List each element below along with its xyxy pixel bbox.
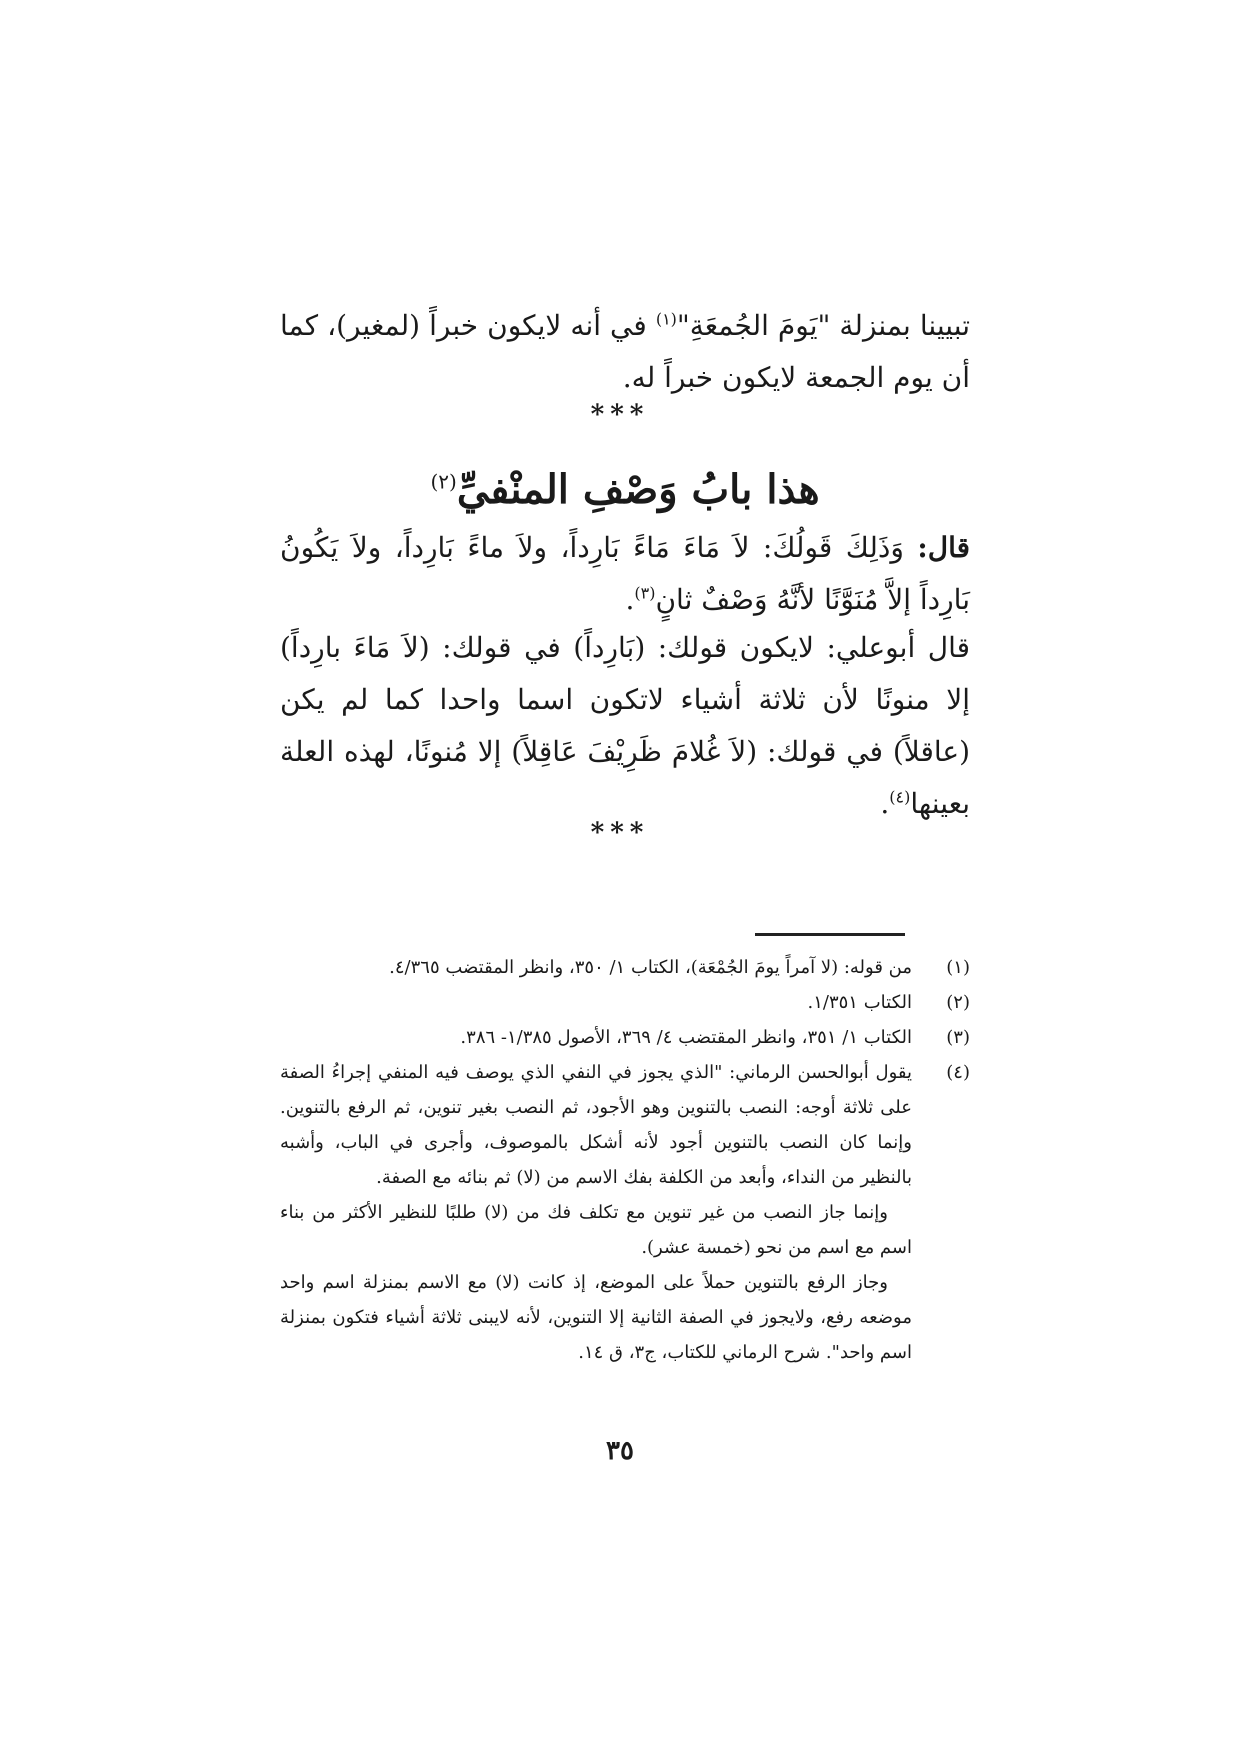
footnote-text: من قوله: (لا آمراً يومَ الجُمْعَة)، الكتاب ١/ ٣٥٠، وانظر المقتضب ٤/٣٦٥.	[389, 957, 912, 978]
separator-bottom: ***	[590, 818, 650, 848]
footnote-number: (٤)	[946, 1062, 970, 1083]
footnote-ref-3: (٣)	[634, 583, 656, 603]
footnote	[280, 1055, 970, 1370]
footnote-text: الكتاب ١/٣٥١.	[807, 992, 912, 1013]
intro-paragraph	[280, 300, 970, 404]
footnote-text: وجاز الرفع بالتنوين حملاً على الموضع، إذ كانت (لا) مع الاسم بمنزلة اسم واحد موضعه رفع، ولايجوز في الصفة الثانية إلا التنوين، لأنه لايبنى ثلاثة أشياء فتكون بمنزلة اسم واحد". شرح الرماني للكتاب، ج٣، ق ١٤.	[280, 1272, 912, 1363]
footnote-ref-2: (٢)	[430, 469, 457, 494]
quote-paragraph	[280, 522, 970, 626]
footnote-text: وإنما جاز النصب من غير تنوين مع تكلف فك من (لا) طلبًا للنظير الأكثر من بناء اسم مع اسم من نحو (خمسة عشر).	[280, 1202, 912, 1258]
footnote-number: (٢)	[946, 992, 970, 1013]
footnote-number: (٣)	[946, 1027, 970, 1048]
footnote-text: يقول أبوالحسن الرماني: "الذي يجوز في النفي الذي يوصف فيه المنفي إجراءُ الصفة على ثلاثة أوجه: النصب بالتنوين وهو الأجود، ثم النصب بغير تنوين، ثم الرفع بالتنوين. وإنما كان النصب بالتنوين أجود لأنه أشكل بالموصوف، وأجرى في الباب، وأشبه بالنظير من النداء، وأبعد من الكلفة بفك الاسم من (لا) ثم بنائه مع الصفة.	[280, 1062, 912, 1188]
footnote	[280, 1020, 970, 1055]
footnotes	[280, 950, 970, 1370]
commentary-paragraph	[280, 622, 970, 830]
quote-label: قال:	[917, 531, 970, 564]
footnote-ref-4: (٤)	[889, 787, 911, 807]
page-number: ٣٥	[606, 1436, 634, 1466]
footnote-number: (١)	[946, 957, 970, 978]
commentary-text: قال أبوعلي: لايكون قولك: (بَارِداً) في قولك: (لاَ مَاءَ بارِداً) إلا منونًا لأن ثلاثة أشياء لاتكون اسما واحدا كما لم يكن (عاقلاً) في قولك: (لاَ غُلامَ ظَرِيْفَ عَاقِلاً) إلا مُنونًا، لهذه العلة بعينها	[280, 631, 970, 820]
chapter-title-text: هذا بابُ وَصْفِ المنْفيِّ	[456, 466, 820, 513]
footnote	[280, 985, 970, 1020]
intro-text: تبيينا بمنزلة "يَومَ الجُمعَةِ"	[676, 309, 970, 342]
footnote-text: الكتاب ١/ ٣٥١، وانظر المقتضب ٤/ ٣٦٩، الأصول ١/٣٨٥- ٣٨٦.	[460, 1027, 912, 1048]
chapter-title	[280, 462, 970, 518]
intro-text-rest: في أنه لايكون خبراً (لمغير)، كما أن يوم الجمعة لايكون خبراً له.	[280, 309, 970, 394]
footnote	[280, 950, 970, 985]
footnote-rule	[755, 933, 905, 936]
commentary-end: .	[880, 787, 890, 820]
footnote-ref-1: (١)	[655, 309, 677, 329]
quote-end: .	[625, 583, 635, 616]
quote-text: وَذَلِكَ قَولُكَ: لاَ مَاءَ مَاءً بَارِداً، ولاَ ماءً بَارِداً، ولاَ يَكُونُ بَارِداً إلاَّ مُنَوَّنًا لأنَّهُ وَصْفٌ ثانٍ	[280, 531, 970, 616]
separator-top: ***	[590, 400, 650, 430]
